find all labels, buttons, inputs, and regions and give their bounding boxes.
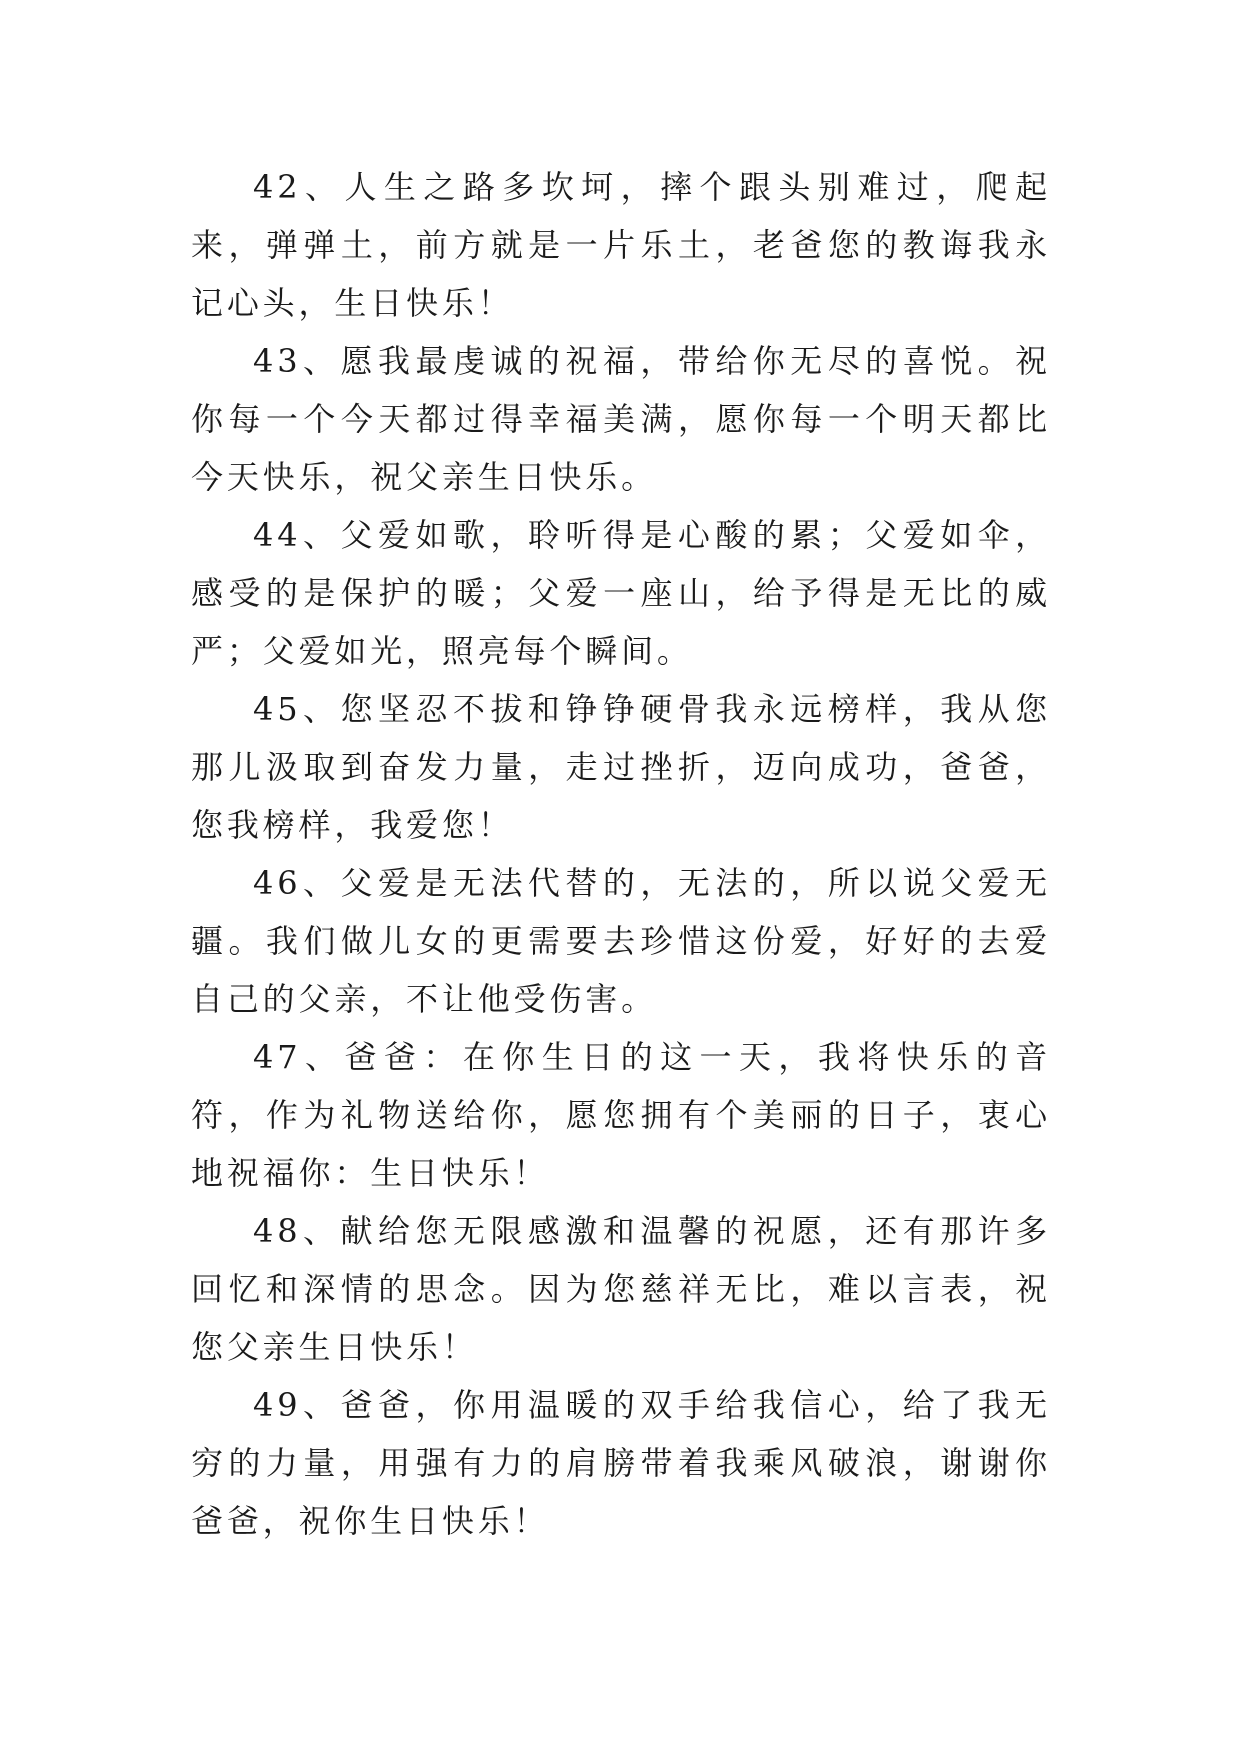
paragraph-42: 42、人生之路多坎坷，摔个跟头别难过，爬起来，弹弹土，前方就是一片乐土，老爸您的教诲我永记心头，生日快乐！ <box>191 168 1051 322</box>
paragraph-46: 46、父爱是无法代替的，无法的，所以说父爱无疆。我们做儿女的更需要去珍惜这份爱，好好的去爱自己的父亲，不让他受伤害。 <box>191 864 1051 1018</box>
paragraph-48: 48、献给您无限感激和温馨的祝愿，还有那许多回忆和深情的思念。因为您慈祥无比，难以言表，祝您父亲生日快乐！ <box>191 1212 1051 1366</box>
paragraph-47: 47、爸爸：在你生日的这一天，我将快乐的音符，作为礼物送给你，愿您拥有个美丽的日子，衷心地祝福你：生日快乐！ <box>191 1038 1051 1192</box>
paragraph-43: 43、愿我最虔诚的祝福，带给你无尽的喜悦。祝你每一个今天都过得幸福美满，愿你每一个明天都比今天快乐，祝父亲生日快乐。 <box>191 342 1051 496</box>
paragraph-45: 45、您坚忍不拔和铮铮硬骨我永远榜样，我从您那儿汲取到奋发力量，走过挫折，迈向成功，爸爸，您我榜样，我爱您！ <box>191 690 1051 844</box>
paragraph-44: 44、父爱如歌，聆听得是心酸的累；父爱如伞，感受的是保护的暖；父爱一座山，给予得是无比的威严；父爱如光，照亮每个瞬间。 <box>191 516 1051 670</box>
document-body <box>191 158 1051 1550</box>
paragraph-49: 49、爸爸，你用温暖的双手给我信心，给了我无穷的力量，用强有力的肩膀带着我乘风破浪，谢谢你爸爸，祝你生日快乐！ <box>191 1386 1051 1540</box>
